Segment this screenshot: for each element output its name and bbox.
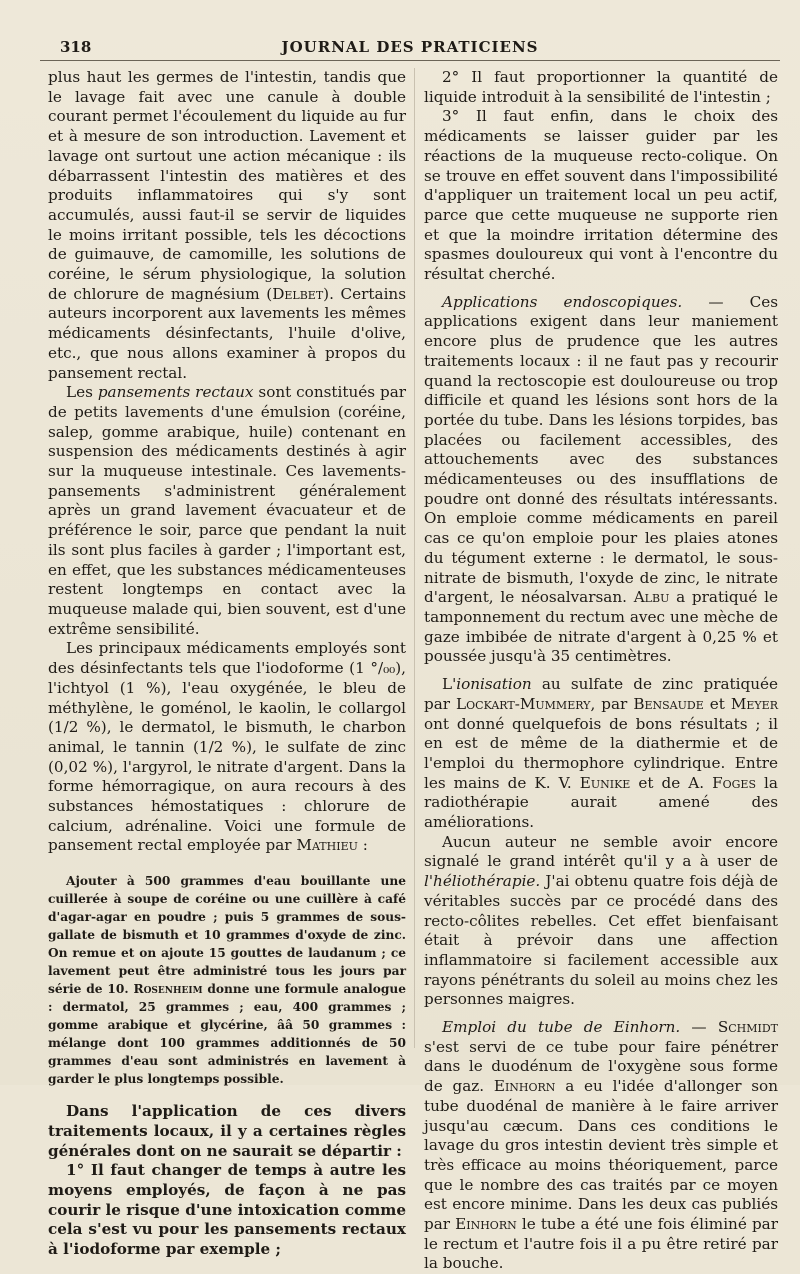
- right-column: [424, 68, 778, 1274]
- page-number: 318: [60, 38, 92, 56]
- author-name: Albu: [633, 588, 670, 607]
- paragraph: 2° Il faut proportionner la quantité de liquide introduit à la sensibilité de l'intestin ;: [424, 68, 778, 106]
- author-name: K. V. Eunike: [534, 773, 631, 792]
- author-name: Mathieu: [296, 836, 358, 855]
- page-header: [40, 34, 780, 61]
- italic-term: ionisation: [456, 675, 532, 694]
- paragraph: Les principaux médicaments employés sont des désinfectants tels que l'iodoforme (1 °/₀₀), l'ichtyol (1 %), l'eau oxygénée, le bleu de méthylène, le goménol, le kaolin, le collargol (1/2 %), le dermatol, le bismuth, le charbon animal, le tannin (1/2 %), le sulfate de zinc (0,02 %), l'argyrol, le nitrate d'argent. Dans la forme hémorragique, on aura recours à des substances hémostatiques : chlorure de calcium, adrénaline. Voici une formule de pansement rectal employée par Mathieu :: [48, 639, 406, 855]
- paragraph: Dans l'application de ces divers traitements locaux, il y a certaines règles générales dont on ne saurait se départir :: [48, 1102, 406, 1160]
- formula-block: Ajouter à 500 grammes d'eau bouillante une cuillerée à soupe de coréine ou une cuillère à café d'agar-agar en poudre ; puis 5 grammes de sous-gallate de bismuth et 10 grammes d'oxyde de zinc. On remue et on ajoute 15 gouttes de laudanum ; ce lavement peut être administré tous les jours par série de 10. Rosenheim donne une formule analogue : dermatol, 25 grammes ; eau, 400 grammes ; gomme arabique et glycérine, ââ 50 grammes : mélange dont 100 grammes additionnés de 50 grammes d'eau sont administrés en lavement à garder le plus longtemps possible.: [48, 874, 406, 1087]
- paragraph: 3° Il faut enfin, dans le choix des médicaments se laisser guider par les réactions de la muqueuse recto-colique. On se trouve en effet souvent dans l'impossibilité d'appliquer un traitement local un peu actif, parce que cette muqueuse ne supporte rien et que la moindre irritation détermine des spasmes douloureux qui vont à l'encontre du résultat cherché.: [424, 107, 778, 284]
- author-name: Lockart-Mummery: [456, 694, 591, 713]
- paragraph: plus haut les germes de l'intestin, tandis que le lavage fait avec une canule à double courant permet l'écoulement du liquide au fur et à mesure de son introduction. Lavement et lavage ont surtout une action mécanique : ils débarrassent l'intestin des matières et des produits inflammatoires qui s'y sont accumulés, aussi faut-il se servir de liquides le moins irritant possible, tels les décoctions de guimauve, de camomille, les solutions de coréine, le sérum physiologique, la solution de chlorure de magnésium (Delbet). Certains auteurs incorporent aux lavements les mêmes médicaments désinfectants, l'huile d'olive, etc., que nous allons examiner à propos du pansement rectal.: [48, 68, 407, 382]
- author-name: Schmidt: [717, 1018, 778, 1037]
- author-name: Einhorn: [493, 1077, 556, 1096]
- left-column: [48, 68, 406, 1260]
- paragraph: Aucun auteur ne semble avoir encore signalé le grand intérêt qu'il y a à user de l'héliothérapie. J'ai obtenu quatre fois déjà de véritables succès par ce procédé dans des recto-côlites rebelles. Cet effet bienfaisant était à prévoir dans une affection inflammatoire si facilement accessible aux rayons pénétrants du soleil au moins chez les personnes maigres.: [424, 832, 778, 1009]
- author-name: Delbet: [272, 284, 324, 303]
- column-divider: [414, 68, 415, 1048]
- italic-term: l'héliothérapie.: [424, 872, 541, 891]
- running-title: JOURNAL DES PRATICIENS: [281, 38, 539, 56]
- author-name: Bensaude: [633, 694, 704, 713]
- author-name: A. Foges: [688, 773, 756, 792]
- paragraph: Emploi du tube de Einhorn. — Schmidt s'est servi de ce tube pour faire pénétrer dans le duodénum de l'oxygène sous forme de gaz. Einhorn a eu l'idée d'allonger son tube duodénal de manière à le faire arriver jusqu'au cæcum. Dans ces conditions le lavage du gros intestin devient très simple et très efficace au moins théoriquement, parce que le nombre des cas traités par ce moyen est encore minime. Dans les deux cas publiés par Einhorn le tube a été une fois éliminé par le rectum et l'autre fois il a pu être retiré par la bouche.: [424, 1018, 778, 1273]
- paragraph: 1° Il faut changer de temps à autre les moyens employés, de façon à ne pas courir le risque d'une intoxication comme cela s'est vu pour les pansements rectaux à l'iodoforme par exemple ;: [48, 1161, 406, 1259]
- paragraph: L'ionisation au sulfate de zinc pratiquée par Lockart-Mummery, par Bensaude et Meyer ont donné quelquefois de bons résultats ; il en est de même de la diathermie et de l'emploi du thermophore cylindrique. Entre les mains de K. V. Eunike et de A. Foges la radiothérapie aurait amené des améliorations.: [424, 675, 778, 832]
- italic-term: pansements rectaux: [97, 383, 254, 402]
- section-title: Emploi du tube de Einhorn.: [442, 1018, 681, 1037]
- author-name: Meyer: [730, 694, 778, 713]
- paragraph: Applications endoscopiques. — Ces applications exigent dans leur maniement encore plus de prudence que les autres traitements locaux : il ne faut pas y recourir quand la rectoscopie est douloureuse ou trop difficile et quand les lésions sont hors de la portée du tube. Dans les lésions torpides, bas placées ou facilement accessibles, des attouchements avec des substances médicamenteuses ou des insufflations de poudre ont donné des résultats intéressants. On emploie comme médicaments en pareil cas ce qu'on emploie pour les plaies atones du tégument externe : le dermatol, le sous-nitrate de bismuth, l'oxyde de zinc, le nitrate d'argent, le néosalvarsan. Albu a pratiqué le tamponnement du rectum avec une mèche de gaze imbibée de nitrate d'argent à 0,25 % et poussée jusqu'à 35 centimètres.: [424, 292, 779, 666]
- author-name: Rosenheim: [133, 982, 203, 997]
- section-title: Applications endoscopiques.: [442, 292, 683, 311]
- paragraph: Les pansements rectaux sont constitués par de petits lavements d'une émulsion (coréine, salep, gomme arabique, huile) contenant en suspension des médicaments destinés à agir sur la muqueuse intestinale. Ces lavements-pansements s'administrent généralement après un grand lavement évacuateur et de préférence le soir, parce que pendant la nuit ils sont plus faciles à garder ; l'important est, en effet, que les substances médicamenteuses restent longtemps en contact avec la muqueuse malade qui, bien souvent, est d'une extrême sensibilité.: [48, 383, 407, 638]
- author-name: Einhorn: [455, 1215, 517, 1234]
